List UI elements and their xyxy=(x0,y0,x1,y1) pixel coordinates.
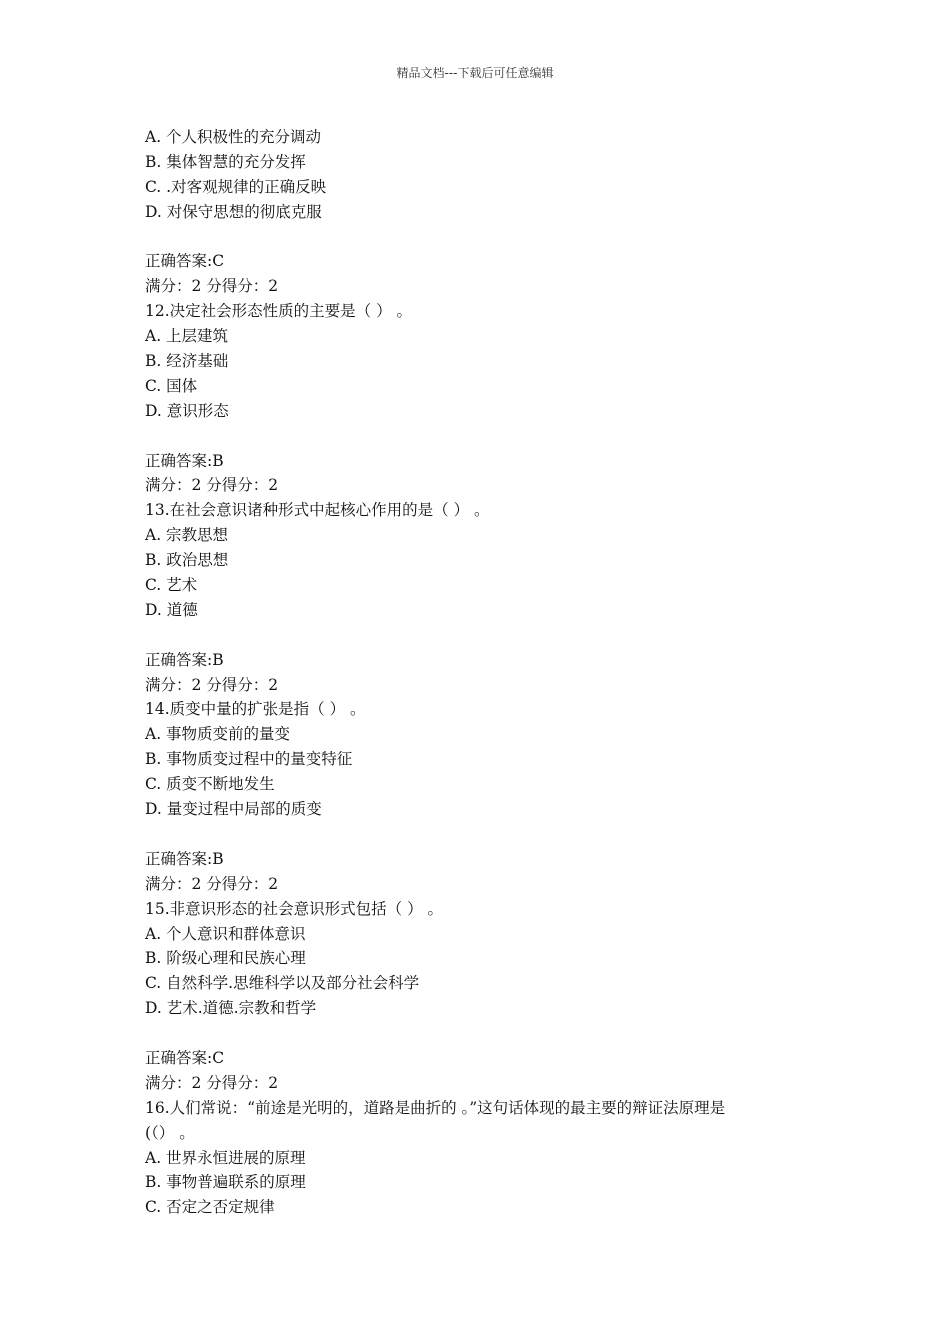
score-line: 满分：2 分得分：2 xyxy=(145,1073,279,1092)
option-c: C. 质变不断地发生 xyxy=(145,775,275,794)
correct-answer: 正确答案:C xyxy=(145,252,225,271)
spacer xyxy=(145,225,825,250)
question-11-block xyxy=(145,125,825,299)
option-a: A. 个人积极性的充分调动 xyxy=(145,128,322,146)
question-text: 14.质变中量的扩张是指（ ） 。 xyxy=(145,700,366,719)
option-d: D. 道德 xyxy=(145,600,198,619)
spacer xyxy=(145,623,825,648)
question-text: 12.决定社会形态性质的主要是（ ） 。 xyxy=(145,302,413,321)
score-line: 满分：2 分得分：2 xyxy=(145,476,279,495)
option-b: B. 政治思想 xyxy=(145,551,229,570)
question-13-block xyxy=(145,498,825,697)
question-text: 15.非意识形态的社会意识形式包括（ ） 。 xyxy=(145,899,444,918)
option-d: D. 意识形态 xyxy=(145,401,229,420)
option-a: A. 宗教思想 xyxy=(145,526,229,545)
option-c: C. 艺术 xyxy=(145,576,198,595)
spacer xyxy=(145,822,825,847)
correct-answer: 正确答案:B xyxy=(145,849,224,868)
question-12-block xyxy=(145,299,825,498)
option-a: A. 上层建筑 xyxy=(145,327,229,346)
option-b: B. 经济基础 xyxy=(145,352,229,371)
option-a: A. 事物质变前的量变 xyxy=(145,725,291,744)
question-text-line-1: 16.人们常说：“前途是光明的，道路是曲折的 。”这句话体现的最主要的辩证法原理是 xyxy=(145,1098,726,1117)
option-c: C. 否定之否定规律 xyxy=(145,1198,275,1217)
option-a: A. 个人意识和群体意识 xyxy=(145,924,306,943)
option-d: D. 艺术.道德.宗教和哲学 xyxy=(145,999,317,1018)
correct-answer: 正确答案:B xyxy=(145,451,224,470)
page-header: 精品文档---下载后可任意编辑 xyxy=(396,66,554,80)
option-b: B. 阶级心理和民族心理 xyxy=(145,949,306,968)
spacer xyxy=(145,424,825,449)
score-line: 满分：2 分得分：2 xyxy=(145,675,279,694)
option-d: D. 对保守思想的彻底克服 xyxy=(145,202,322,221)
document-body xyxy=(145,125,825,1220)
spacer xyxy=(145,1021,825,1046)
score-line: 满分：2 分得分：2 xyxy=(145,277,279,296)
option-c: C. 国体 xyxy=(145,376,198,395)
correct-answer: 正确答案:B xyxy=(145,650,224,669)
question-16-block xyxy=(145,1096,825,1220)
option-c: C. 自然科学.思维科学以及部分社会科学 xyxy=(145,974,420,993)
option-a: A. 世界永恒进展的原理 xyxy=(145,1148,306,1167)
question-15-block xyxy=(145,897,825,1096)
option-c: C. .对客观规律的正确反映 xyxy=(145,177,327,196)
option-d: D. 量变过程中局部的质变 xyxy=(145,800,322,819)
option-b: B. 事物普遍联系的原理 xyxy=(145,1173,306,1192)
option-b: B. 事物质变过程中的量变特征 xyxy=(145,750,353,769)
question-text-line-2: (（） 。 xyxy=(145,1123,195,1142)
option-b: B. 集体智慧的充分发挥 xyxy=(145,152,306,171)
correct-answer: 正确答案:C xyxy=(145,1048,225,1067)
score-line: 满分：2 分得分：2 xyxy=(145,874,279,893)
question-text: 13.在社会意识诸种形式中起核心作用的是（ ） 。 xyxy=(145,501,490,520)
question-14-block xyxy=(145,697,825,896)
